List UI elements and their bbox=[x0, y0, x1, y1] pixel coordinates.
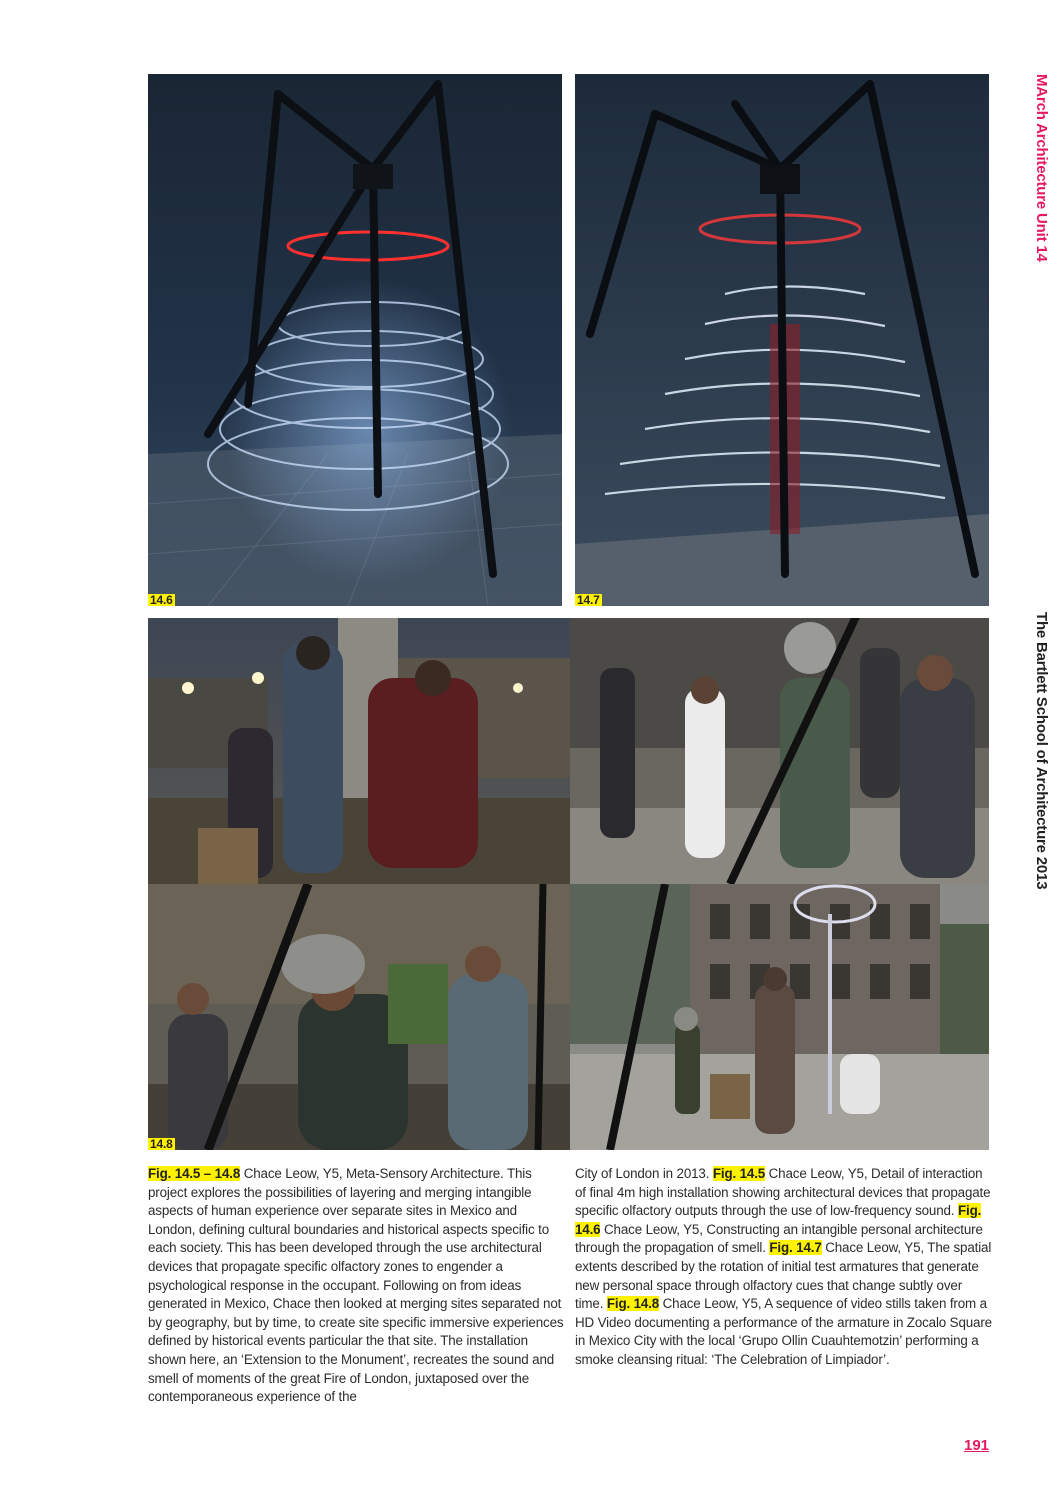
unit-title: MArch Architecture Unit 14 bbox=[1033, 74, 1050, 262]
caption-fig-ref-14-5: Fig. 14.5 bbox=[712, 1166, 766, 1181]
figure-label-14-7: 14.7 bbox=[577, 593, 600, 607]
caption-text: Chace Leow, Y5, Meta-Sensory Architecture. This project explores the possibilities of layering and merging intangible aspects of human experience over separate sites in Mexico and London, defining cultural boundaries and historical aspects specific to each society. This has been developed through the use architectural devices that propagate specific olfactory zones to engender a psychological response in the occupant. Following on from ideas generated in Mexico, Chace then looked at merging sites separated not by geography, but by time, to create site specific immersive experiences defined by historical events particular the that site. The installation shown here, an ‘Extension to the Monument’, recreates the sound and smell of moments of the great Fire of London, juxtaposed over the contemporaneous experience of the bbox=[148, 1166, 564, 1405]
photo-light-trail-armature-dark-room bbox=[148, 74, 562, 606]
photo-light-trail-cone-armature bbox=[575, 74, 989, 606]
caption-column-2 bbox=[575, 1165, 993, 1370]
caption-fig-ref-14-6: Fig. 14.6 bbox=[575, 1203, 982, 1237]
school-title: The Bartlett School of Architecture 2013 bbox=[1033, 612, 1050, 890]
figure-label-14-6: 14.6 bbox=[150, 593, 173, 607]
caption-text: Chace Leow, Y5, A sequence of video stills taken from a HD Video documenting a performance of the armature in Zocalo Square in Mexico City with the local ‘Grupo Ollin Cuauhtemotzin’ performing a smoke cleansing ritual: ‘The Celebration of Limpiador’. bbox=[575, 1296, 992, 1367]
photo-zocalo-square-armature-still bbox=[570, 884, 989, 1150]
photo-dancer-with-armature-still bbox=[148, 884, 570, 1150]
figure-label-14-8: 14.8 bbox=[150, 1137, 173, 1151]
caption-text: Chace Leow, Y5, Detail of interaction of final 4m high installation showing architectural devices that propagate specific olfactory outputs through the use of low-frequency sound. bbox=[575, 1166, 991, 1219]
photo-night-plaza-ritual-still bbox=[148, 618, 570, 884]
caption-fig-ref-14-7: Fig. 14.7 bbox=[769, 1240, 822, 1256]
photo-dancer-crowd-still bbox=[570, 618, 989, 884]
caption-fig-ref-14-5-14-8: Fig. 14.5 – 14.8 bbox=[148, 1166, 241, 1181]
caption-text: Chace Leow, Y5, The spatial extents described by the rotation of initial test armatures that generate new personal space through olfactory cues that change subtly over time. bbox=[575, 1240, 992, 1312]
caption-text: Chace Leow, Y5, Constructing an intangible personal architecture through the propagation of smell. bbox=[575, 1221, 983, 1256]
caption-fig-ref-14-8: Fig. 14.8 bbox=[606, 1296, 660, 1312]
caption-column-1 bbox=[148, 1165, 566, 1407]
page-number[interactable]: 191 bbox=[964, 1437, 990, 1454]
caption-text: City of London in 2013. bbox=[575, 1166, 713, 1181]
